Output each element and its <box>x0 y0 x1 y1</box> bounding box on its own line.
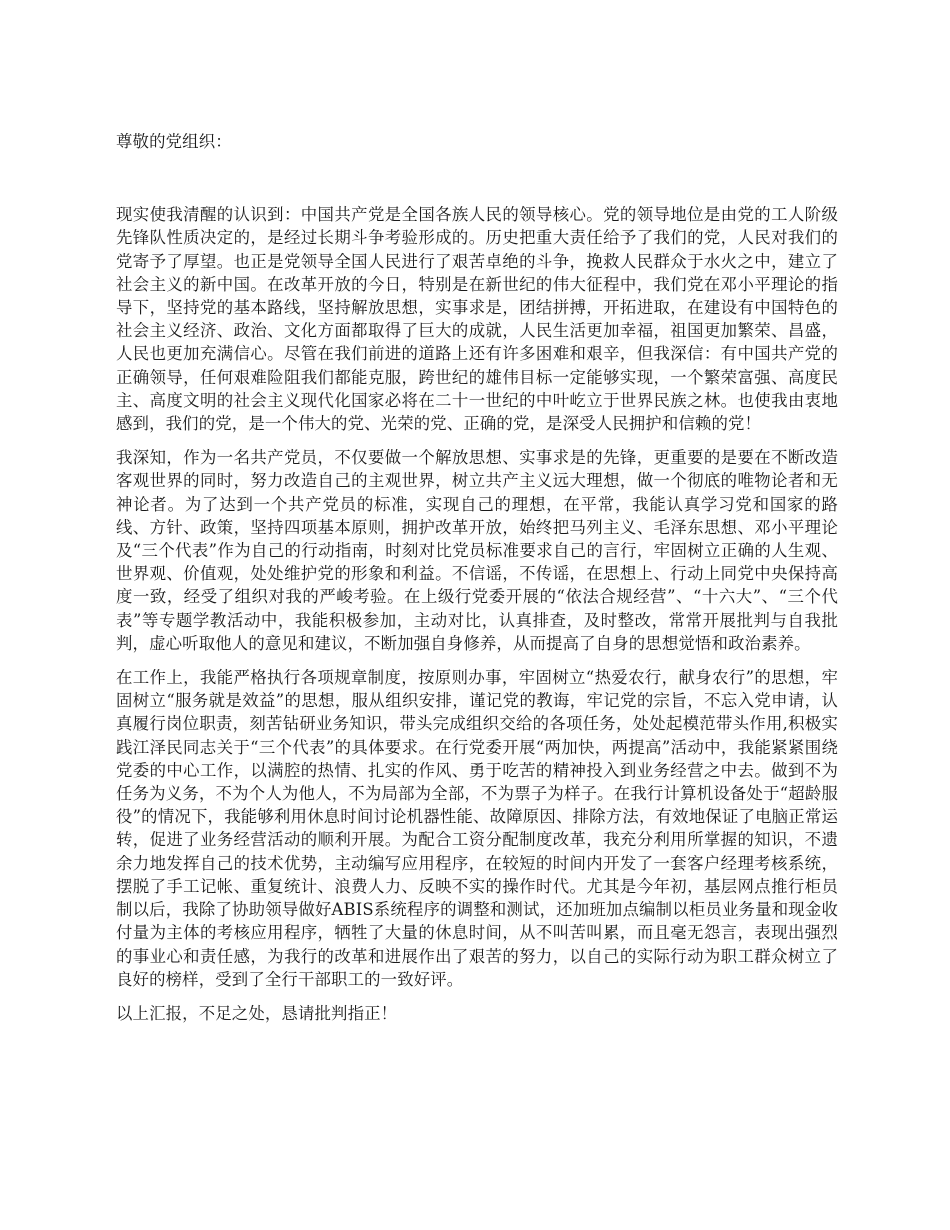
paragraph-party-leadership: 现实使我清醒的认识到：中国共产党是全国各族人民的领导核心。党的领导地位是由党的工人阶级先锋队性质决定的，是经过长期斗争考验形成的。历史把重大责任给予了我们的党，人民对我们的党寄予了厚望。也正是党领导全国人民进行了艰苦卓绝的斗争，挽救人民群众于水火之中，建立了社会主义的新中国。在改革开放的今日，特别是在新世纪的伟大征程中，我们党在邓小平理论的指导下，坚持党的基本路线，坚持解放思想，实事求是，团结拼搏，开拓进取，在建设有中国特色的社会主义经济、政治、文化方面都取得了巨大的成就，人民生活更加幸福，祖国更加繁荣、昌盛，人民也更加充满信心。尽管在我们前进的道路上还有许多困难和艰辛，但我深信：有中国共产党的正确领导，任何艰难险阻我们都能克服，跨世纪的雄伟目标一定能够实现，一个繁荣富强、高度民主、高度文明的社会主义现代化国家必将在二十一世纪的中叶屹立于世界民族之林。也使我由衷地感到，我们的党，是一个伟大的党、光荣的党、正确的党，是深受人民拥护和信赖的党！ <box>116 205 838 434</box>
paragraph-ideological-study: 我深知，作为一名共产党员，不仅要做一个解放思想、实事求是的先锋，更重要的是要在不断改造客观世界的同时，努力改造自己的主观世界，树立共产主义远大理想，做一个彻底的唯物论者和无神论者。为了达到一个共产党员的标准，实现自己的理想，在平常，我能认真学习党和国家的路线、方针、政策，坚持四项基本原则，拥护改革开放，始终把马列主义、毛泽东思想、邓小平理论及“三个代表”作为自己的行动指南，时刻对比党员标准要求自己的言行，牢固树立正确的人生观、世界观、价值观，处处维护党的形象和利益。不信谣，不传谣，在思想上、行动上同党中央保持高度一致，经受了组织对我的严峻考验。在上级行党委开展的“依法合规经营”、“十六大”、“三个代表”等专题学教活动中，我能积极参加，主动对比，认真排查，及时整改，常常开展批判与自我批判，虚心听取他人的意见和建议，不断加强自身修养，从而提高了自身的思想觉悟和政治素养。 <box>116 448 838 653</box>
closing-line: 以上汇报，不足之处，恳请批判指正！ <box>116 1003 398 1023</box>
document-page <box>116 116 838 1025</box>
paragraph-work-performance: 在工作上，我能严格执行各项规章制度，按原则办事，牢固树立“热爱农行，献身农行”的思想，牢固树立“服务就是效益”的思想，服从组织安排，谨记党的教诲，牢记党的宗旨，不忘入党申请，认真履行岗位职责，刻苦钻研业务知识，带头完成组织交给的各项任务，处处起模范带头作用,积极实践江泽民同志关于“三个代表”的具体要求。在行党委开展“两加快，两提高”活动中，我能紧紧围绕党委的中心工作，以满腔的热情、扎实的作风、勇于吃苦的精神投入到业务经营之中去。做到不为任务为义务，不为个人为他人，不为局部为全部，不为票子为样子。在我行计算机设备处于“超龄服役”的情况下，我能够利用休息时间讨论机器性能、故障原因、排除方法，有效地保证了电脑正常运转，促进了业务经营活动的顺利开展。为配合工资分配制度改革，我充分利用所掌握的知识，不遗余力地发挥自己的技术优势，主动编写应用程序，在较短的时间内开发了一套客户经理考核系统，摆脱了手工记帐、重复统计、浪费人力、反映不实的操作时代。尤其是今年初，基层网点推行柜员制以后，我除了协助领导做好ABIS系统程序的调整和测试，还加班加点编制以柜员业务量和现金收付量为主体的考核应用程序，牺牲了大量的休息时间，从不叫苦叫累，而且毫无怨言，表现出强烈的事业心和责任感，为我行的改革和进展作出了艰苦的努力，以自己的实际行动为职工群众树立了良好的榜样，受到了全行干部职工的一致好评。 <box>116 668 838 989</box>
salutation: 尊敬的党组织： <box>116 132 232 151</box>
